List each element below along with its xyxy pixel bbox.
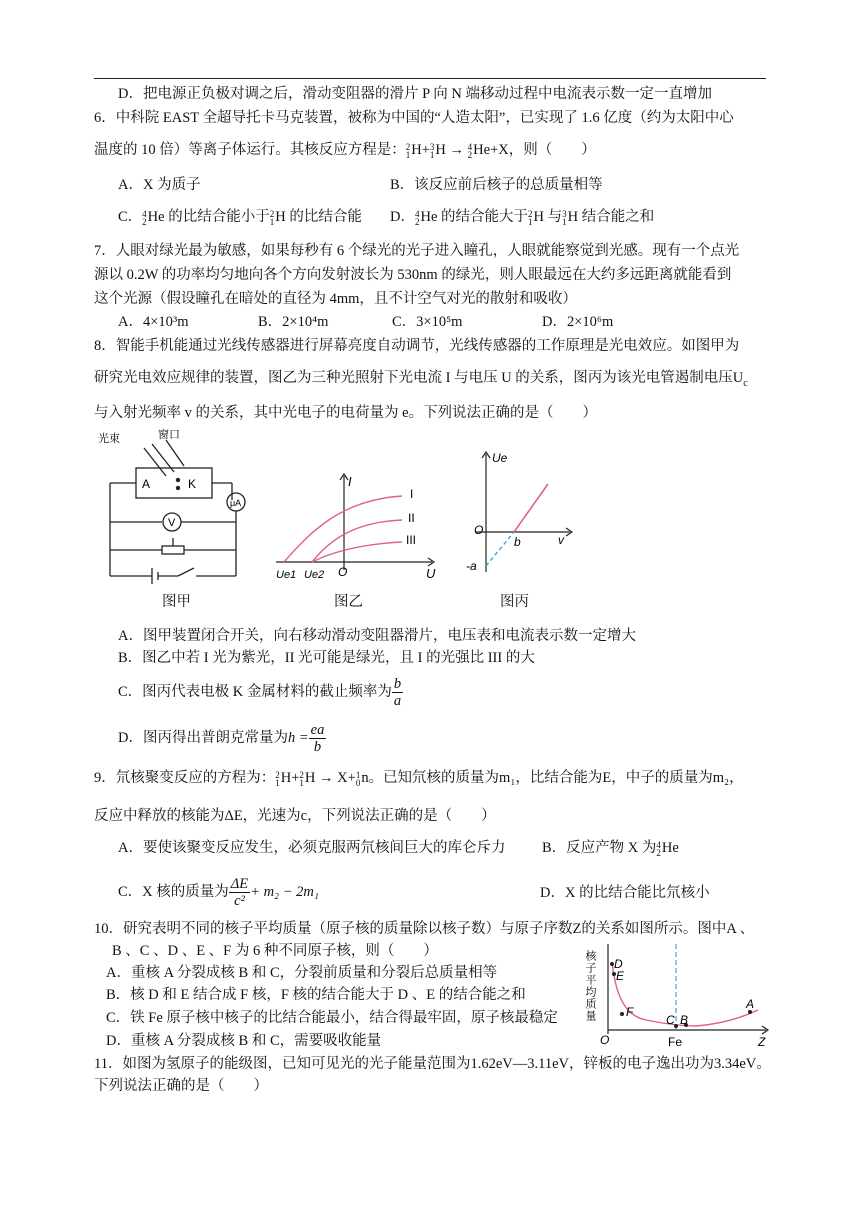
q8-stem-line1: 8．智能手机能通过光线传感器进行屏幕亮度自动调节，光线传感器的工作原理是光电效应。如图甲为 xyxy=(94,338,740,354)
q11-stem-line2: 下列说法正确的是（ ） xyxy=(94,1078,268,1094)
q6-reaction-equation: 2 1 H+ 3 1 H → 4 2 He+X xyxy=(405,141,509,160)
q8-stem-line2: 研究光电效应规律的装置，图乙为三种光照射下光电流 I 与电压 U 的关系，图丙为该光电管遏制电压$U_c$ xyxy=(94,370,748,389)
q6-option-c: C． 4 2 He 的比结合能小于 2 1 H 的比结合能 xyxy=(118,208,362,227)
svg-text:O: O xyxy=(338,565,348,579)
q10-option-b: B．核 D 和 E 结合成 F 核，F 核的结合能大于 D 、E 的结合能之和 xyxy=(106,987,526,1003)
q7-option-a: A．4×10³m xyxy=(118,314,189,330)
svg-text:K: K xyxy=(188,477,197,491)
svg-text:III: III xyxy=(406,533,417,547)
q9-reaction-equation: 2 1 H+ 2 1 H → X+ 1 0 n xyxy=(275,769,369,788)
q7-stem-line3: 这个光源（假设瞳孔在暗处的直径为 4mm，且不计空气对光的散射和吸收） xyxy=(94,291,577,307)
q7-stem-line1: 7．人眼对绿光最为敏感，如果每秒有 6 个绿光的光子进入瞳孔，人眼就能察觉到光感。现有一个点光 xyxy=(94,243,740,259)
q9-option-c: C．X 核的质量为 $\frac{\Delta E}{\text{c²}}$ + m₂ − 2m₁ xyxy=(118,876,319,909)
q6-option-d: D． 4 2 He 的结合能大于 2 1 H 与 3 1 H 结合能之和 xyxy=(390,208,655,227)
svg-text:μA: μA xyxy=(230,498,242,508)
q8-stem-line3: 与入射光频率 v 的关系，其中光电子的电荷量为 e。下列说法正确的是（ ） xyxy=(94,405,598,421)
figure-jia-circuit xyxy=(96,428,256,608)
fig-bing-caption: 图丙 xyxy=(500,594,529,610)
svg-text:II: II xyxy=(408,511,415,525)
q9-stem-line2: 反应中释放的核能为ΔE，光速为c，下列说法正确的是（ ） xyxy=(94,808,496,824)
q10-option-c: C．铁 Fe 原子核中核子的比结合能最小，结合得最牢固，原子核最稳定 xyxy=(106,1010,558,1026)
svg-text:O: O xyxy=(600,1033,610,1047)
svg-text:C: C xyxy=(666,1013,675,1027)
svg-text:窗口: 窗口 xyxy=(158,429,180,441)
svg-text:U: U xyxy=(426,566,436,581)
q6-option-b: B．该反应前后核子的总质量相等 xyxy=(390,177,603,193)
q6-option-a: A．X 为质子 xyxy=(118,177,201,193)
svg-text:Z: Z xyxy=(758,1035,766,1049)
figure-yi-iu-curves xyxy=(272,470,442,588)
q9-option-a: A．要使该聚变反应发生，必须克服两氘核间巨大的库仑斥力 xyxy=(118,840,506,856)
svg-text:F: F xyxy=(626,1005,634,1019)
fig-yi-caption: 图乙 xyxy=(334,594,363,610)
svg-text:E: E xyxy=(616,969,625,983)
q8-option-a: A．图甲装置闭合开关，向右移动滑动变阻器滑片，电压表和电流表示数一定增大 xyxy=(118,628,636,644)
q5-option-d: D．把电源正负极对调之后，滑动变阻器的滑片 P 向 N 端移动过程中电流表示数一定一直增加 xyxy=(118,86,712,102)
q10-stem-line2: B 、C 、D 、E 、F 为 6 种不同原子核，则（ ） xyxy=(112,943,438,959)
svg-text:A: A xyxy=(142,477,151,491)
q9-option-d: D．X 的比结合能比氘核小 xyxy=(540,885,710,901)
q9-stem-line1: 9．氘核聚变反应的方程为： 2 1 H+ 2 1 H → X+ 1 0 n。已知氘核的质量为m₁，比结合能为E，中子的质量为m₂， xyxy=(94,769,744,788)
q7-option-c: C．3×10⁵m xyxy=(392,314,463,330)
q8-option-c: C．图丙代表电极 K 金属材料的截止频率为 $\frac{b}{a}$ xyxy=(118,676,402,709)
svg-text:光束: 光束 xyxy=(98,433,120,445)
top-rule xyxy=(94,78,766,79)
q10-option-d: D．重核 A 分裂成核 B 和 C，需要吸收能量 xyxy=(106,1033,382,1049)
q9-option-b: B．反应产物 X 为 4 2 He xyxy=(542,839,679,858)
svg-text:I: I xyxy=(348,474,352,489)
q6-stem-line2 xyxy=(94,140,596,160)
svg-text:Fe: Fe xyxy=(668,1035,683,1049)
svg-text:A: A xyxy=(746,997,755,1011)
figure-bing-ue-v xyxy=(462,448,578,576)
svg-text:B: B xyxy=(680,1013,689,1027)
svg-text:V: V xyxy=(168,517,176,529)
svg-text:v: v xyxy=(558,533,564,547)
svg-text:b: b xyxy=(514,535,521,549)
graph-ylabel: 核子平均质量 xyxy=(584,950,596,1022)
svg-text:O: O xyxy=(474,523,484,537)
q10-stem-line1: 10．研究表明不同的核子平均质量（原子核的质量除以核子数）与原子序数Z的关系如图所示。图中A 、 xyxy=(94,921,755,937)
figure-q10-mass-curve xyxy=(586,938,772,1050)
q8-option-b: B．图乙中若 I 光为紫光，II 光可能是绿光，且 I 的光强比 III 的大 xyxy=(118,650,535,666)
q7-stem-line2: 源以 0.2W 的功率均匀地向各个方向发射波长为 530nm 的绿光，则人眼最远在大约多远距离就能看到 xyxy=(94,267,732,283)
q6-stem-line1: 6．中科院 EAST 全超导托卡马克装置，被称为中国的“人造太阳”，已实现了 1.6 亿度（约为太阳中心 xyxy=(94,110,734,126)
q11-stem-line1: 11．如图为氢原子的能级图，已知可见光的光子能量范围为1.62eV—3.11eV，锌板的电子逸出功为3.34eV。 xyxy=(94,1056,771,1072)
svg-text:Ue2: Ue2 xyxy=(304,569,325,581)
svg-text:D: D xyxy=(614,957,623,971)
svg-text:-a: -a xyxy=(466,559,477,573)
q6-stem-tail: ，则（ ） xyxy=(508,142,596,158)
svg-text:Ue1: Ue1 xyxy=(276,569,297,581)
svg-text:Ue: Ue xyxy=(492,451,508,465)
q7-option-b: B．2×10⁴m xyxy=(258,314,329,330)
q8-option-d: D．图丙得出普朗克常量为h = $\frac{ea}{b}$ xyxy=(118,722,325,755)
svg-text:I: I xyxy=(410,487,414,501)
q6-stem-text: 温度的 10 倍）等离子体运行。其核反应方程是： xyxy=(94,142,406,158)
fig-jia-caption: 图甲 xyxy=(162,594,191,610)
q10-option-a: A．重核 A 分裂成核 B 和 C，分裂前质量和分裂后总质量相等 xyxy=(106,965,498,981)
q7-option-d: D．2×10⁶m xyxy=(542,314,614,330)
